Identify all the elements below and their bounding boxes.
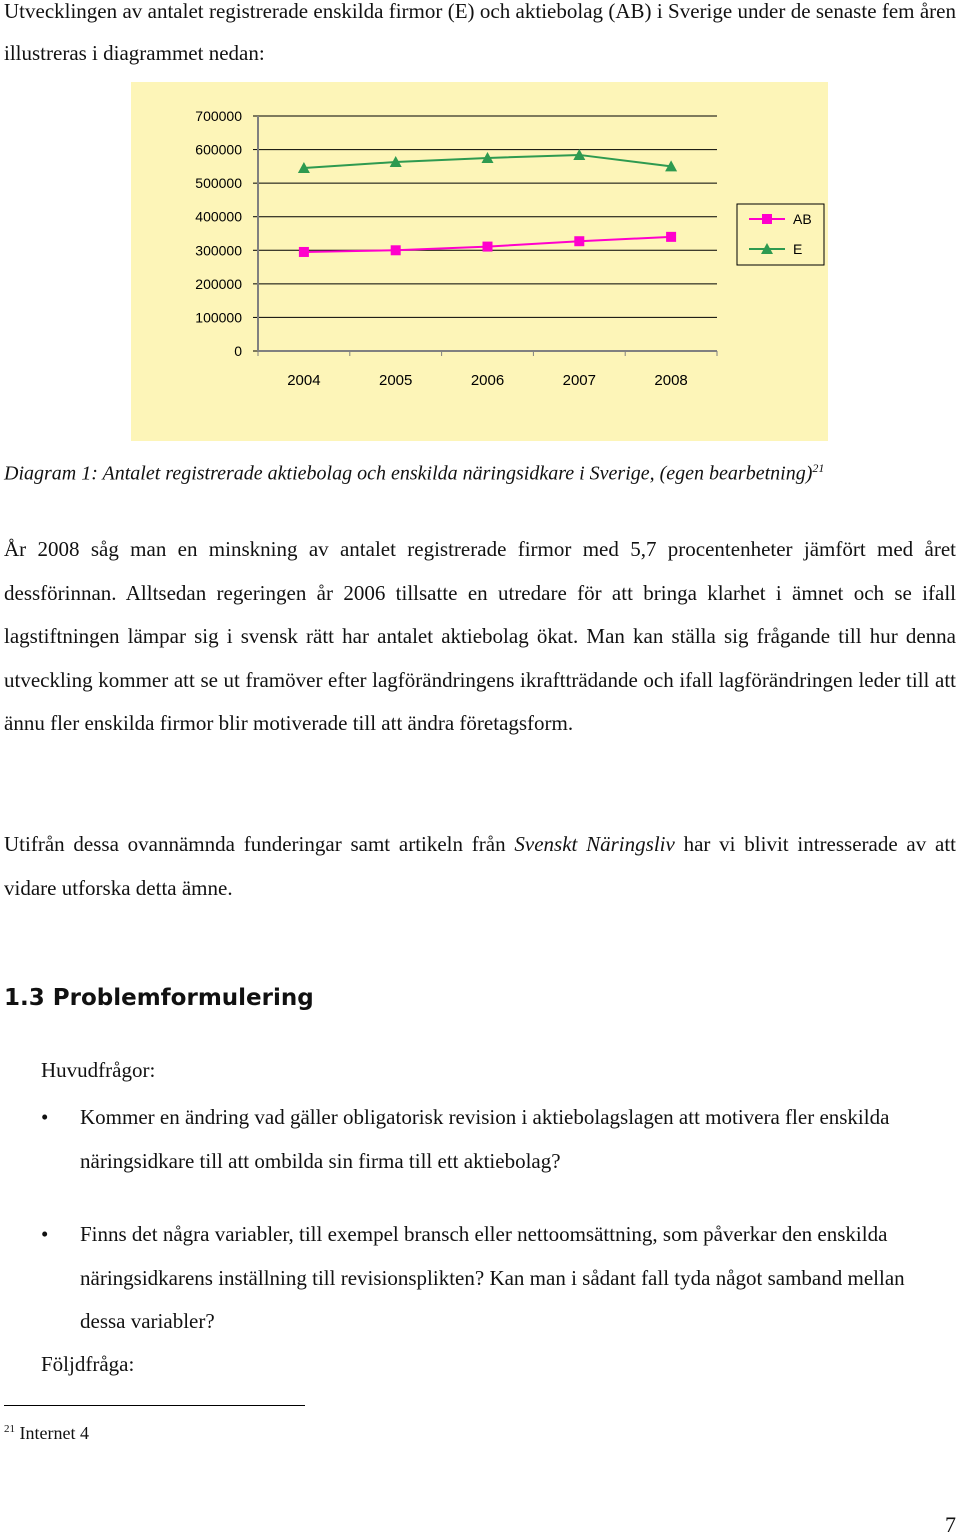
legend-label: E — [793, 241, 803, 257]
question-bullet-1 — [41, 1096, 930, 1183]
data-point — [391, 245, 401, 255]
x-tick-label: 2004 — [287, 372, 321, 389]
main-questions-label: Huvudfrågor: — [41, 1058, 156, 1082]
y-tick-label: 600000 — [195, 141, 242, 158]
y-tick-label: 700000 — [195, 108, 242, 124]
x-tick-label: 2007 — [562, 372, 596, 389]
question-bullet-2 — [41, 1213, 930, 1344]
data-point — [574, 236, 584, 246]
paragraph-2-after: har vi blivit intresserade av att vidare utforska detta ämne. — [4, 832, 957, 900]
y-tick-label: 200000 — [195, 275, 242, 292]
body-paragraph-2 — [4, 823, 956, 910]
question-text-2: Finns det några variabler, till exempel bransch eller nettoomsättning, som påverkar den enskilda näringsidkarens inställning till revisionsplikten? Kan man i sådant fall tyda något samband mellan dessa variabler? — [80, 1222, 905, 1333]
page-number: 7 — [945, 1512, 956, 1537]
y-tick-label: 400000 — [195, 208, 242, 225]
data-point — [483, 242, 493, 252]
question-text-1: Kommer en ändring vad gäller obligatorisk revision i aktiebolagslagen att motivera fler enskilda näringsidkare till att ombilda sin firma till ett aktiebolag? — [80, 1105, 890, 1173]
data-point — [666, 232, 676, 242]
x-tick-label: 2008 — [654, 372, 688, 389]
y-tick-label: 500000 — [195, 175, 242, 192]
intro-paragraph: Utvecklingen av antalet registrerade enskilda firmor (E) och aktiebolag (AB) i Sverige under de senaste fem åren illustreras i diagrammet nedan: — [4, 0, 956, 65]
x-tick-label: 2006 — [470, 372, 505, 389]
caption-text: Diagram 1: Antalet registrerade aktiebolag och enskilda näringsidkare i Sverige, (egen bearbetning) — [4, 462, 813, 485]
data-point — [299, 247, 309, 257]
footnote — [4, 1415, 89, 1447]
y-tick-label: 100000 — [195, 309, 242, 326]
y-tick-label: 300000 — [195, 242, 242, 259]
footnote-text: Internet 4 — [19, 1423, 89, 1443]
caption-footnote-ref[interactable]: 21 — [812, 461, 825, 475]
bullet-icon: • — [41, 1222, 49, 1246]
legend-label: AB — [793, 211, 812, 227]
paragraph-2-source: Svenskt Näringsliv — [514, 832, 675, 856]
follow-up-label: Följdfråga: — [41, 1352, 135, 1376]
figure-caption — [4, 452, 956, 490]
chart-legend — [737, 204, 824, 265]
footnote-number: 21 — [4, 1423, 15, 1435]
x-tick-label: 2005 — [379, 372, 413, 389]
legend-marker — [762, 214, 772, 224]
section-heading: 1.3 Problemformulering — [4, 985, 314, 1011]
y-tick-label: 0 — [234, 343, 242, 359]
footnote-separator — [4, 1405, 305, 1406]
bullet-icon: • — [41, 1105, 49, 1129]
paragraph-2-before: Utifrån dessa ovannämnda funderingar samt artikeln från — [4, 832, 506, 856]
registrations-line-chart — [131, 82, 828, 441]
body-paragraph-1: År 2008 såg man en minskning av antalet registrerade firmor med 5,7 procentenheter jämfört med året dessförinnan. Alltsedan regeringen år 2006 tillsatte en utredare för att bringa klarhet i ämnet och se ifall lagstiftningen lämpar sig i svensk rätt har antalet aktiebolag ökat. Man kan ställa sig frågande till hur denna utveckling kommer att se ut framöver efter lagförändringens ikraftträdande och ifall lagförändringen leder till att ännu fler enskilda firmor blir motiverade till att ändra företagsform. — [4, 537, 956, 735]
